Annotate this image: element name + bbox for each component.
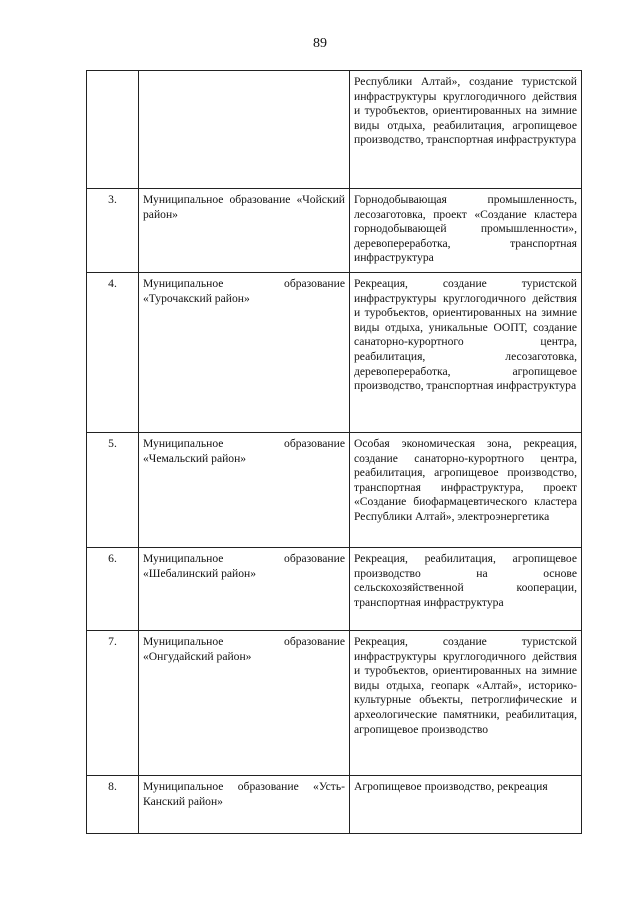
row-number: 8. [87,775,139,833]
table-row [87,630,582,775]
table-row [87,432,582,547]
row-number: 7. [87,630,139,775]
municipality-name: Муниципальное образование «Турочакский район» [139,272,350,432]
municipality-name: Муниципальное образование «Чемальский район» [139,432,350,547]
municipality-name: Муниципальное образование «Онгудайский район» [139,630,350,775]
municipalities-table [86,70,582,834]
development-directions: Рекреация, создание туристской инфраструктуры круглогодичного действия и туробъектов, ориентированных на зимние виды отдыха, уникальные ООПТ, создание санаторно-курортного центра, реабилитация, лесозаготовка, деревопереработка, агропищевое производство, транспортная инфраструктура [350,272,582,432]
table-row [87,272,582,432]
row-number: 5. [87,432,139,547]
table-row [87,775,582,833]
table-row [87,547,582,630]
table-row [87,189,582,273]
municipality-name: Муниципальное образование «Шебалинский район» [139,547,350,630]
development-directions: Агропищевое производство, рекреация [350,775,582,833]
development-directions: Горнодобывающая промышленность, лесозаготовка, проект «Создание кластера горнодобывающей промышленности», деревопереработка, транспортная инфраструктура [350,189,582,273]
page-number: 89 [313,36,327,51]
municipality-name: Муниципальное образование «Чойский район» [139,189,350,273]
municipality-name [139,71,350,189]
row-number: 3. [87,189,139,273]
development-directions: Рекреация, создание туристской инфраструктуры круглогодичного действия и туробъектов, ориентированных на зимние виды отдыха, геопарк «Алтай», историко-культурные объекты, петроглифические и археологические памятники, реабилитация, агропищевое производство [350,630,582,775]
development-directions: Рекреация, реабилитация, агропищевое производство на основе сельскохозяйственной кооперации, транспортная инфраструктура [350,547,582,630]
row-number [87,71,139,189]
table-row [87,71,582,189]
row-number: 6. [87,547,139,630]
municipality-name: Муниципальное образование «Усть-Канский район» [139,775,350,833]
row-number: 4. [87,272,139,432]
development-directions: Республики Алтай», создание туристской инфраструктуры круглогодичного действия и туробъектов, ориентированных на зимние виды отдыха, реабилитация, агропищевое производство, транспортная инфраструктура [350,71,582,189]
development-directions: Особая экономическая зона, рекреация, создание санаторно-курортного центра, реабилитация, агропищевое производство, транспортная инфраструктура, проект «Создание биофармацевтического кластера Республики Алтай», электроэнергетика [350,432,582,547]
